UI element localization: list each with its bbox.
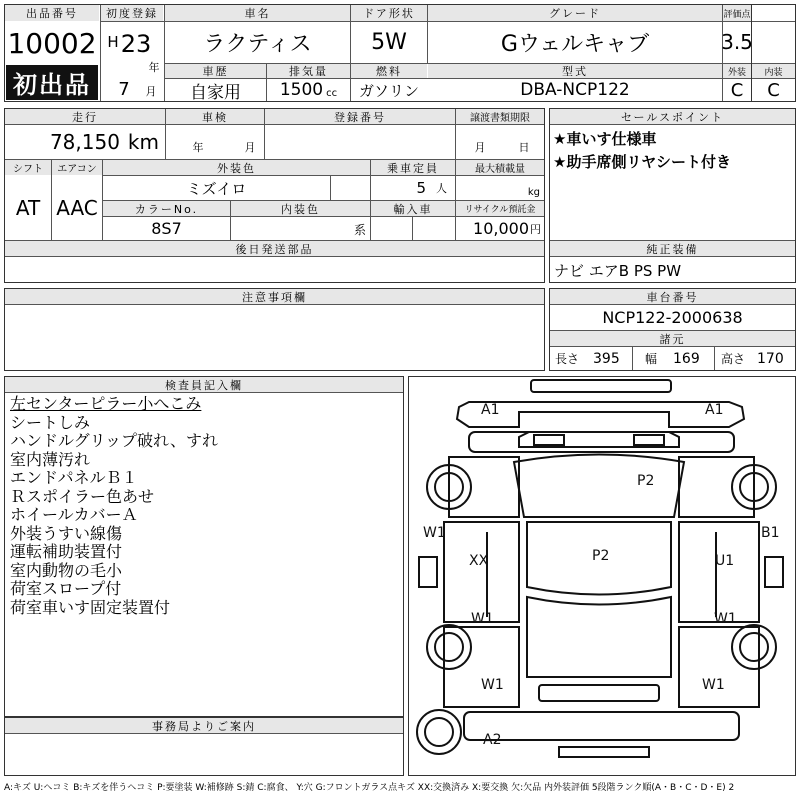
int-score-value: C: [767, 79, 780, 101]
inspector-note: 室内薄汚れ: [10, 449, 91, 469]
damage-mark: W1: [714, 611, 737, 627]
inspector-note: ハンドルグリップ破れ、すれ: [10, 431, 219, 450]
inspector-note: 荷室スロープ付: [10, 579, 122, 598]
aircon-label: エアコン: [52, 160, 102, 175]
inspector-note: エンドパネルＢ１: [10, 468, 138, 487]
damage-mark: XX: [469, 553, 489, 569]
score-value: 3.5: [721, 30, 753, 54]
dimensions-label: 諸元: [550, 331, 795, 346]
dimension-width: 幅 169: [645, 350, 700, 367]
lot-number: 10002: [7, 26, 97, 60]
history-value: 自家用: [190, 82, 241, 103]
max-load-unit: kg: [527, 186, 540, 198]
damage-mark: A2: [483, 732, 502, 748]
mileage-value: 78,150 km: [49, 130, 159, 154]
ext-color-label: 外装色: [103, 160, 370, 175]
inspector-label: 検査員記入欄: [5, 377, 403, 392]
first-reg-month: 7: [118, 78, 130, 100]
grade-value: Gウェルキャブ: [500, 31, 650, 57]
fuel-label: 燃料: [351, 64, 427, 78]
car-name-value: ラクティス: [203, 31, 312, 57]
sales-point-item: ★車いす仕様車: [553, 130, 657, 148]
inspection-label: 車検: [166, 109, 264, 124]
displacement-label: 排気量: [267, 64, 350, 78]
inspector-note: Ｒスポイラー色あせ: [10, 486, 155, 506]
damage-mark: A1: [481, 402, 500, 418]
damage-mark: W1: [481, 677, 504, 693]
later-parts-label: 後日発送部品: [5, 241, 544, 256]
ext-color-value: ミズイロ: [186, 179, 247, 198]
lot-label: 出品番号: [5, 5, 99, 21]
door-value: 5W: [371, 29, 407, 55]
inspector-note: シートしみ: [10, 412, 91, 432]
genuine-equipment-label: 純正装備: [550, 241, 795, 256]
score-label: 評価点: [723, 5, 751, 21]
damage-mark: A1: [705, 402, 724, 418]
recycle-value: 10,000 円: [473, 219, 541, 238]
dimension-length: 長さ 395: [555, 350, 620, 367]
office-label: 事務局よりご案内: [5, 718, 403, 733]
mileage-label: 走行: [5, 109, 165, 124]
reg-number-label: 登録番号: [265, 109, 455, 124]
damage-mark: W1: [423, 525, 446, 541]
inspection-year-unit: 年: [192, 141, 204, 154]
sales-point-label: セールスポイント: [550, 109, 795, 124]
damage-mark: W1: [702, 677, 725, 693]
car-diagram: [409, 377, 795, 775]
inspector-notes: [10, 395, 218, 617]
chassis-label: 車台番号: [550, 289, 795, 304]
color-no-label: カラーNo.: [103, 201, 230, 216]
first-reg-month-unit: 月: [145, 85, 157, 98]
color-no-value: 8S7: [151, 219, 182, 238]
first-listing-badge: 初出品: [6, 65, 98, 100]
caution-label: 注意事項欄: [5, 289, 544, 304]
damage-mark: W1: [471, 611, 494, 627]
ext-score-value: C: [730, 79, 744, 101]
shift-value: AT: [15, 196, 41, 220]
transfer-month-unit: 月: [474, 141, 486, 154]
inspector-note: 外装うすい線傷: [10, 523, 123, 543]
first-reg-era: H: [107, 33, 119, 51]
car-name-label: 車名: [165, 5, 350, 21]
damage-mark: P2: [637, 473, 655, 489]
recycle-label: リサイクル預託金: [456, 201, 544, 216]
import-label: 輸入車: [371, 201, 455, 216]
inspector-note: 荷室車いす固定装置付: [10, 597, 171, 617]
transfer-deadline-label: 譲渡書類期限: [456, 109, 544, 124]
dimension-height: 高さ 170: [721, 350, 784, 367]
fuel-value: ガソリン: [358, 81, 419, 100]
int-score-label: 内装: [752, 64, 795, 78]
chassis-value: NCP122-2000638: [602, 308, 743, 327]
inspector-note: 運転補助装置付: [10, 542, 123, 561]
damage-mark: B1: [761, 525, 780, 541]
first-reg-label: 初度登録: [101, 5, 163, 21]
capacity-label: 乗車定員: [371, 160, 455, 175]
inspector-note: ホイールカバーＡ: [10, 505, 138, 524]
history-label: 車歴: [165, 64, 266, 78]
ext-score-label: 外装: [723, 64, 751, 78]
sales-point-item: ★助手席側リヤシート付き: [553, 153, 731, 171]
score-value-cont: [752, 22, 795, 62]
capacity-value: 5 人: [416, 179, 447, 197]
int-color-unit: 系: [353, 222, 366, 237]
int-color-label: 内装色: [231, 201, 370, 216]
legend-footer: A:キズ U:ヘコミ B:キズを伴うヘコミ P:要塗装 W:補修跡 S:錆 C:腐食、 Y:穴 G:フロントガラス点キズ XX:交換済み X:要交換 欠:欠品 内外装評価 5段階ランク順(A・B・C・D・E) 2: [4, 783, 735, 793]
displacement-value: 1500 cc: [279, 80, 338, 100]
genuine-equipment-value: ナビ エアB PS PW: [554, 261, 682, 280]
door-label: ドア形状: [351, 5, 427, 21]
aircon-value: AAC: [56, 196, 98, 220]
inspector-note: 室内動物の毛小: [10, 560, 123, 580]
damage-mark: U1: [715, 553, 735, 569]
first-reg-year-unit: 年: [148, 61, 160, 74]
damage-mark: P2: [592, 548, 610, 564]
model-value: DBA-NCP122: [520, 80, 630, 100]
max-load-label: 最大積載量: [456, 160, 544, 175]
grade-label: グレード: [428, 5, 722, 21]
transfer-day-unit: 日: [518, 141, 530, 154]
inspection-month-unit: 月: [244, 141, 256, 154]
shift-label: シフト: [5, 160, 51, 175]
inspector-note: 左センターピラー小へこみ: [10, 394, 202, 413]
first-reg-year: 23: [120, 30, 152, 58]
model-label: 型式: [428, 64, 722, 78]
